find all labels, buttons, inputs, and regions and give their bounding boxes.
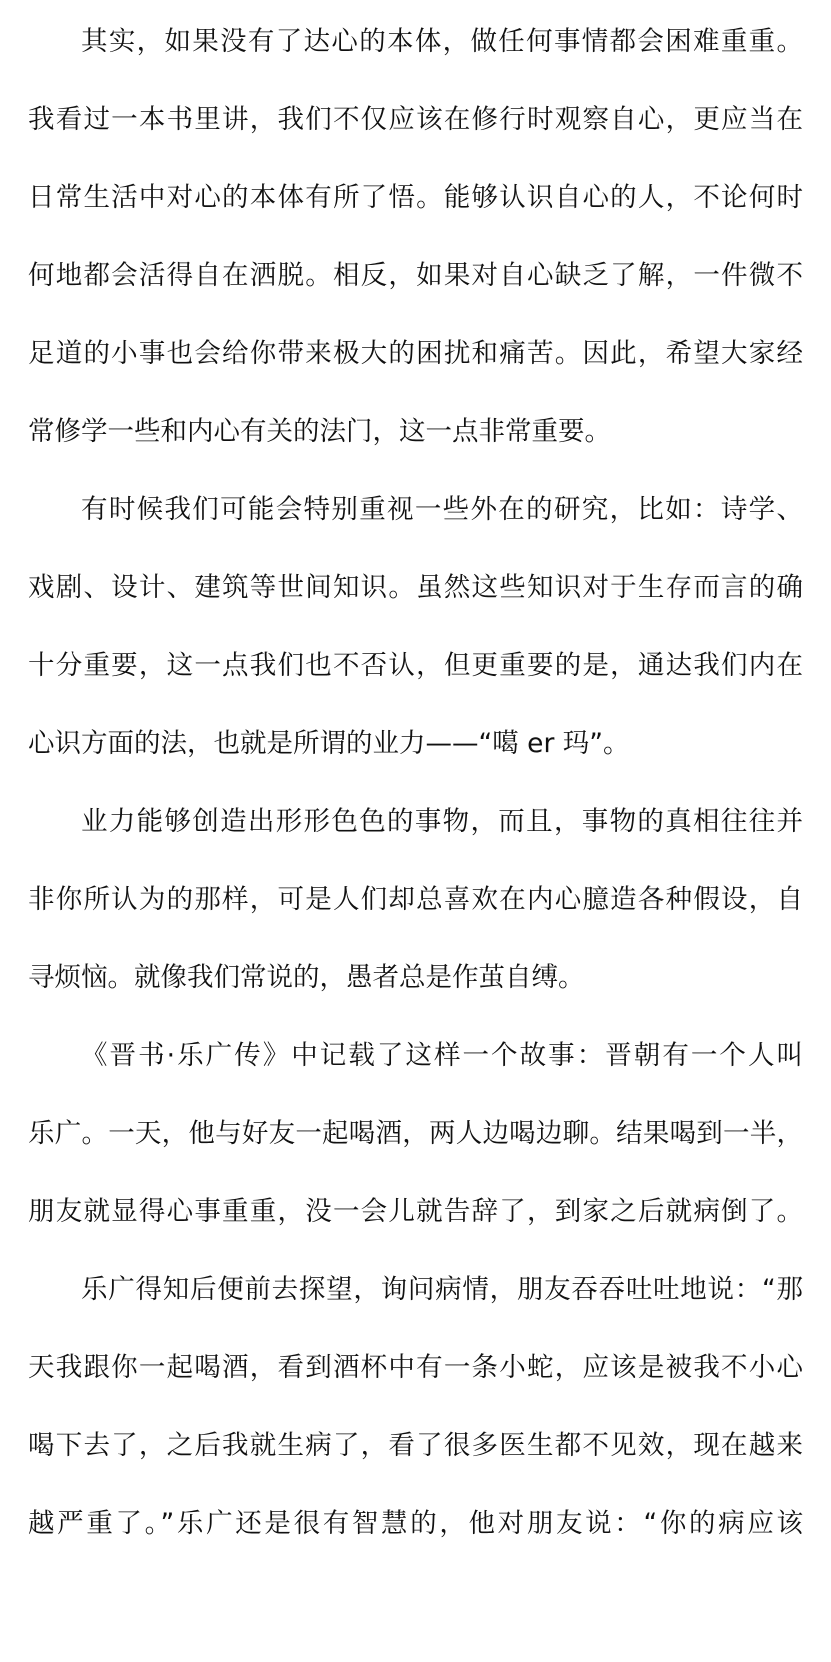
paragraph-4-line-2: 乐广。一天，他与好友一起喝酒，两人边喝边聊。结果喝到一半， <box>28 1118 803 1149</box>
paragraph-2-line-3: 十分重要，这一点我们也不否认，但更重要的是，通达我们内在 <box>28 650 803 681</box>
paragraph-5-line-1: 乐广得知后便前去探望，询问病情，朋友吞吞吐吐地说：“那 <box>81 1274 803 1305</box>
paragraph-2-line-1: 有时候我们可能会特别重视一些外在的研究，比如：诗学、 <box>81 494 803 525</box>
paragraph-2-line-2: 戏剧、设计、建筑等世间知识。虽然这些知识对于生存而言的确 <box>28 572 803 603</box>
paragraph-1-line-1: 其实，如果没有了达心的本体，做任何事情都会困难重重。 <box>81 26 803 57</box>
paragraph-1-line-6: 常修学一些和内心有关的法门，这一点非常重要。 <box>28 416 611 447</box>
paragraph-5-line-4: 越严重了。”乐广还是很有智慧的，他对朋友说：“你的病应该 <box>28 1508 803 1539</box>
paragraph-4-line-3: 朋友就显得心事重重，没一会儿就告辞了，到家之后就病倒了。 <box>28 1196 803 1227</box>
paragraph-1-line-3: 日常生活中对心的本体有所了悟。能够认识自心的人，不论何时 <box>28 182 803 213</box>
paragraph-3-line-1: 业力能够创造出形形色色的事物，而且，事物的真相往往并 <box>81 806 803 837</box>
paragraph-3-line-2: 非你所认为的那样，可是人们却总喜欢在内心臆造各种假设，自 <box>28 884 803 915</box>
paragraph-1-line-4: 何地都会活得自在洒脱。相反，如果对自心缺乏了解，一件微不 <box>28 260 803 291</box>
paragraph-4-line-1: 《晋书·乐广传》中记载了这样一个故事：晋朝有一个人叫 <box>81 1040 803 1071</box>
paragraph-5-line-3: 喝下去了，之后我就生病了，看了很多医生都不见效，现在越来 <box>28 1430 803 1461</box>
paragraph-1-line-2: 我看过一本书里讲，我们不仅应该在修行时观察自心，更应当在 <box>28 104 803 135</box>
paragraph-5-line-2: 天我跟你一起喝酒，看到酒杯中有一条小蛇，应该是被我不小心 <box>28 1352 803 1383</box>
paragraph-3-line-3: 寻烦恼。就像我们常说的，愚者总是作茧自缚。 <box>28 962 585 993</box>
paragraph-2-line-4: 心识方面的法，也就是所谓的业力——“噶 er 玛”。 <box>28 728 630 759</box>
paragraph-1-line-5: 足道的小事也会给你带来极大的困扰和痛苦。因此，希望大家经 <box>28 338 803 369</box>
